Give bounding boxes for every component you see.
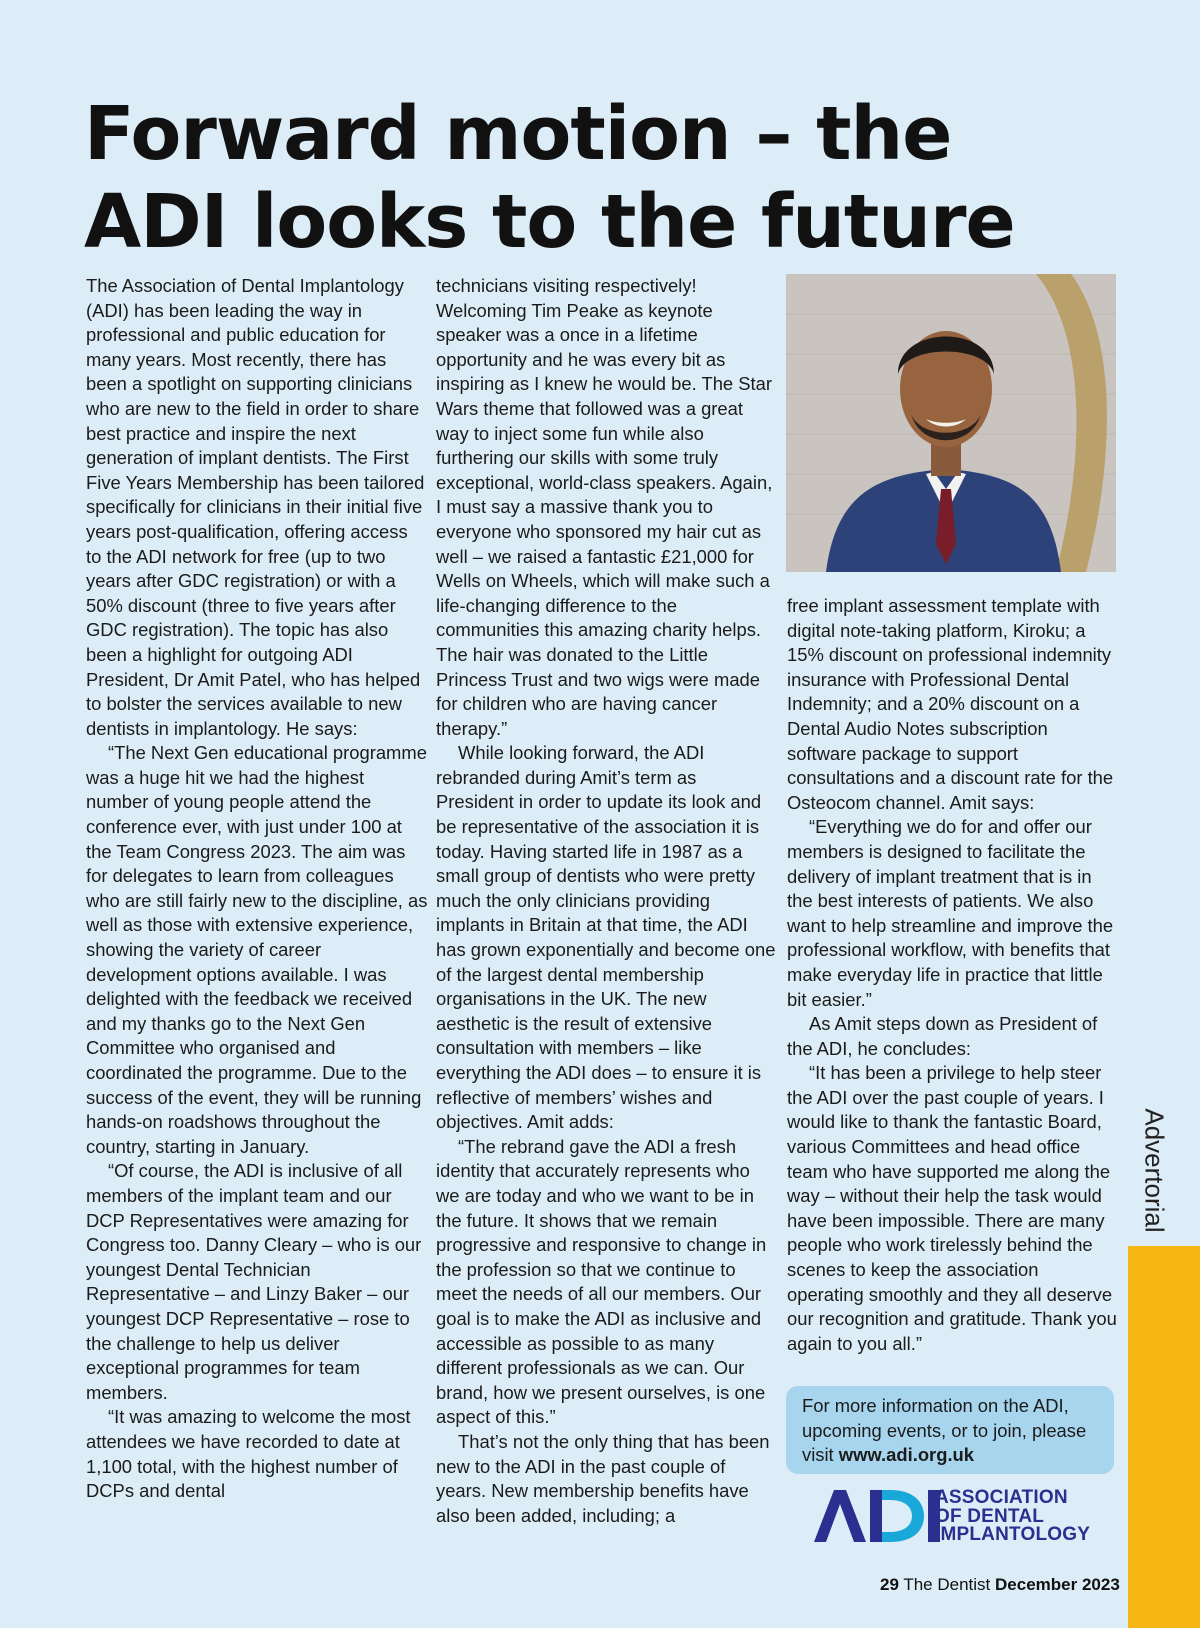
advertorial-label [1124,1107,1184,1233]
article-column-3 [787,594,1117,1356]
paragraph: technicians visiting respectively! Welcoming Tim Peake as keynote speaker was a once in a lifetime opportunity and he was every bit as inspiring as I knew he would be. The Star Wars theme that followed was a great way to inject some fun while also furthering our skills with some truly exceptional, world-class speakers. Again, I must say a massive thank you to everyone who sponsored my hair cut as well – we raised a fantastic £21,000 for Wells on Wheels, which will make such a life-changing difference to the communities this amazing charity helps. The hair was donated to the Little Princess Trust and two wigs were made for children who are having cancer therapy.” [436,275,773,739]
logo-line: OF DENTAL [935,1505,1045,1527]
paragraph: As Amit steps down as President of the ADI, he concludes: [787,1013,1098,1059]
paragraph: The Association of Dental Implantology (ADI) has been leading the way in professional and public education for many years. Most recently, there has been a spotlight on supporting clinicians who are new to the field in order to share best practice and inspire the next generation of implant dentists. The First Five Years Membership has been tailored specifically for clinicians in their initial five years post-qualification, offering access to the ADI network for free (up to two years after GDC registration) or with a 50% discount (three to five years after GDC registration). The topic has also been a highlight for outgoing ADI President, Dr Amit Patel, who has helped to bolster the services available to new dentists in implantology. He says: [86,275,425,739]
advertorial-text: Advertorial [1139,1107,1170,1233]
paragraph: “It was amazing to welcome the most attendees we have recorded to date at 1,100 total, with the highest number of DCPs and dental [86,1406,411,1502]
logo-line: ASSOCIATION [935,1487,1068,1508]
paragraph: While looking forward, the ADI rebranded during Amit’s term as President in order to update its look and be representative of the association it is today. Having started life in 1987 as a small group of dentists who were pretty much the only clinicians providing implants in Britain at that time, the ADI has grown exponentially and become one of the largest dental membership organisations in the UK. The new aesthetic is the result of extensive consultation with members – like everything the ADI does – to ensure it is reflective of members’ wishes and objectives. Amit adds: [436,742,776,1133]
section-tab [1128,1246,1200,1628]
info-box [786,1386,1114,1474]
issue-date: December 2023 [995,1575,1120,1594]
website-link[interactable]: www.adi.org.uk [838,1444,975,1466]
info-text: For more information on the ADI, upcoming events, or to join, please visit [802,1395,1087,1466]
article-title: Forward motion – the ADI looks to the future [84,91,1015,265]
paragraph: free implant assessment template with digital note-taking platform, Kiroku; a 15% discount on professional indemnity insurance with Professional Dental Indemnity; and a 20% discount on a Dental Audio Notes subscription software package to support consultations and a discount rate for the Osteocom channel. Amit says: [787,595,1114,813]
article-column-1 [86,274,428,1504]
paragraph: “Of course, the ADI is inclusive of all members of the implant team and our DCP Representatives were amazing for Congress too. Danny Cleary – who is our youngest Dental Technician Representative – and Linzy Baker – our youngest DCP Representative – rose to the challenge to help us deliver exceptional programmes for team members. [86,1160,422,1403]
article-column-2 [436,274,776,1528]
page-number: 29 [880,1575,899,1594]
page-footer [880,1575,1120,1595]
portrait-photo [786,274,1116,572]
paragraph: “The rebrand gave the ADI a fresh identity that accurately represents who we are today and who we want to be in the future. It shows that we remain progressive and responsive to change in the profession so that we continue to meet the needs of all our members. Our goal is to make the ADI as inclusive and accessible as possible to as many different professionals as we can. Our brand, how we present ourselves, is one aspect of this.” [436,1135,767,1428]
logo-line: IMPLANTOLOGY [935,1524,1091,1545]
paragraph: “It has been a privilege to help steer the ADI over the past couple of years. I would like to thank the fantastic Board, various Committees and head office team who have supported me along the way – without their help the task would have been impossible. There are many people who work tirelessly behind the scenes to keep the association operating smoothly and they all deserve our recognition and gratitude. Thank you again to you all.” [787,1062,1117,1354]
paragraph: “The Next Gen educational programme was a huge hit we had the highest number of young people attend the conference ever, with just under 100 at the Team Congress 2023. The aim was for delegates to learn from colleagues who are still fairly new to the discipline, as well as those with extensive experience, showing the variety of career development options available. I was delighted with the feedback we received and my thanks go to the Next Gen Committee who organised and coordinated the programme. Due to the success of the event, they will be running hands-on roadshows throughout the country, starting in January. [86,742,428,1157]
paragraph: “Everything we do for and offer our members is designed to facilitate the delivery of implant treatment that is in the best interests of patients. We also want to help streamline and improve the professional workflow, with benefits that make everyday life in practice that little bit easier.” [787,816,1114,1010]
paragraph: That’s not the only thing that has been new to the ADI in the past couple of years. New membership benefits have also been added, including; a [436,1430,770,1526]
publication-name: The Dentist [903,1575,991,1594]
logo-wordmark [935,1489,1090,1545]
